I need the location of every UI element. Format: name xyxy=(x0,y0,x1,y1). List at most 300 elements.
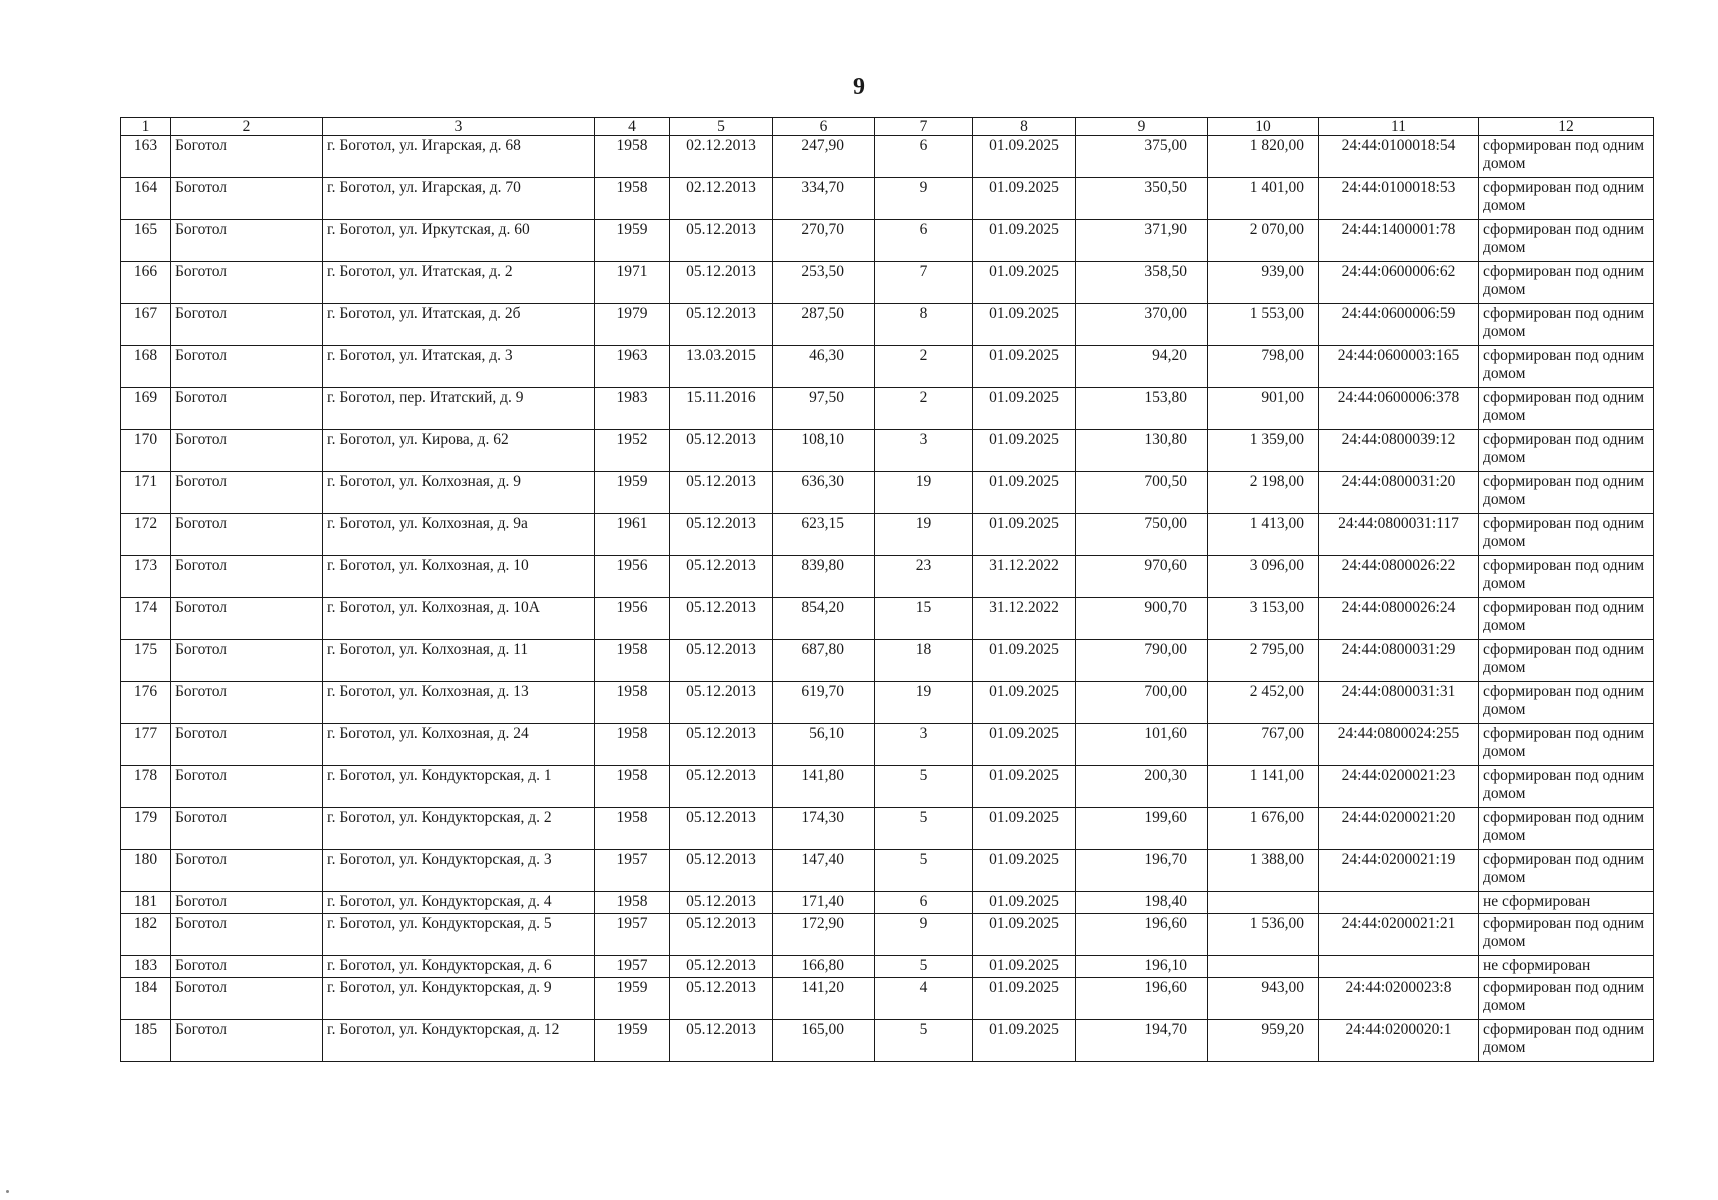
address-cell: г. Боготол, ул. Колхозная, д. 13 xyxy=(323,682,595,724)
land-area-cell: 1 676,00 xyxy=(1208,808,1319,850)
column-number-header: 3 xyxy=(323,118,595,136)
column-number-header: 8 xyxy=(973,118,1076,136)
date-cell: 13.03.2015 xyxy=(670,346,773,388)
land-area-cell: 1 359,00 xyxy=(1208,430,1319,472)
year-cell: 1957 xyxy=(595,956,670,978)
table-row xyxy=(121,724,1654,766)
deadline-cell: 01.09.2025 xyxy=(973,850,1076,892)
status-cell: сформирован под одним домом xyxy=(1479,598,1654,640)
deadline-cell: 01.09.2025 xyxy=(973,136,1076,178)
area-cell: 97,50 xyxy=(773,388,875,430)
deadline-cell: 01.09.2025 xyxy=(973,956,1076,978)
residents-cell: 6 xyxy=(875,892,973,914)
row-number-cell: 169 xyxy=(121,388,171,430)
cadastral-number-cell: 24:44:0200020:1 xyxy=(1319,1020,1479,1062)
residents-cell: 4 xyxy=(875,978,973,1020)
cadastral-number-cell: 24:44:0800031:29 xyxy=(1319,640,1479,682)
municipality-cell: Боготол xyxy=(171,430,323,472)
cadastral-number-cell: 24:44:0200021:23 xyxy=(1319,766,1479,808)
area-value-cell: 900,70 xyxy=(1076,598,1208,640)
table-row xyxy=(121,766,1654,808)
municipality-cell: Боготол xyxy=(171,978,323,1020)
row-number-cell: 180 xyxy=(121,850,171,892)
status-cell: не сформирован xyxy=(1479,892,1654,914)
area-value-cell: 750,00 xyxy=(1076,514,1208,556)
land-area-cell: 798,00 xyxy=(1208,346,1319,388)
date-cell: 02.12.2013 xyxy=(670,136,773,178)
year-cell: 1958 xyxy=(595,766,670,808)
date-cell: 05.12.2013 xyxy=(670,220,773,262)
cadastral-number-cell: 24:44:0800039:12 xyxy=(1319,430,1479,472)
address-cell: г. Боготол, ул. Колхозная, д. 9а xyxy=(323,514,595,556)
area-value-cell: 375,00 xyxy=(1076,136,1208,178)
cadastral-number-cell: 24:44:0600006:378 xyxy=(1319,388,1479,430)
year-cell: 1979 xyxy=(595,304,670,346)
area-value-cell: 700,50 xyxy=(1076,472,1208,514)
year-cell: 1971 xyxy=(595,262,670,304)
year-cell: 1956 xyxy=(595,598,670,640)
municipality-cell: Боготол xyxy=(171,220,323,262)
address-cell: г. Боготол, ул. Итатская, д. 3 xyxy=(323,346,595,388)
address-cell: г. Боготол, ул. Кондукторская, д. 2 xyxy=(323,808,595,850)
area-value-cell: 358,50 xyxy=(1076,262,1208,304)
cadastral-number-cell xyxy=(1319,892,1479,914)
area-value-cell: 196,10 xyxy=(1076,956,1208,978)
cadastral-number-cell: 24:44:0800031:31 xyxy=(1319,682,1479,724)
address-cell: г. Боготол, ул. Кондукторская, д. 4 xyxy=(323,892,595,914)
row-number-cell: 179 xyxy=(121,808,171,850)
cadastral-number-cell: 24:44:0800026:24 xyxy=(1319,598,1479,640)
address-cell: г. Боготол, ул. Кондукторская, д. 6 xyxy=(323,956,595,978)
row-number-cell: 176 xyxy=(121,682,171,724)
status-cell: сформирован под одним домом xyxy=(1479,914,1654,956)
municipality-cell: Боготол xyxy=(171,178,323,220)
table-row xyxy=(121,514,1654,556)
cadastral-number-cell: 24:44:0600006:62 xyxy=(1319,262,1479,304)
area-value-cell: 790,00 xyxy=(1076,640,1208,682)
row-number-cell: 168 xyxy=(121,346,171,388)
area-cell: 854,20 xyxy=(773,598,875,640)
deadline-cell: 01.09.2025 xyxy=(973,892,1076,914)
residents-cell: 3 xyxy=(875,724,973,766)
column-number-header: 4 xyxy=(595,118,670,136)
area-cell: 174,30 xyxy=(773,808,875,850)
table-row xyxy=(121,304,1654,346)
area-cell: 287,50 xyxy=(773,304,875,346)
residents-cell: 5 xyxy=(875,766,973,808)
table-row xyxy=(121,136,1654,178)
land-area-cell: 1 401,00 xyxy=(1208,178,1319,220)
land-area-cell: 1 553,00 xyxy=(1208,304,1319,346)
year-cell: 1959 xyxy=(595,472,670,514)
row-number-cell: 165 xyxy=(121,220,171,262)
residents-cell: 5 xyxy=(875,956,973,978)
scan-speck xyxy=(6,1190,9,1193)
date-cell: 05.12.2013 xyxy=(670,1020,773,1062)
deadline-cell: 01.09.2025 xyxy=(973,514,1076,556)
area-cell: 108,10 xyxy=(773,430,875,472)
row-number-cell: 185 xyxy=(121,1020,171,1062)
year-cell: 1983 xyxy=(595,388,670,430)
address-cell: г. Боготол, ул. Колхозная, д. 24 xyxy=(323,724,595,766)
table-row xyxy=(121,262,1654,304)
date-cell: 05.12.2013 xyxy=(670,808,773,850)
year-cell: 1963 xyxy=(595,346,670,388)
land-area-cell: 1 536,00 xyxy=(1208,914,1319,956)
municipality-cell: Боготол xyxy=(171,556,323,598)
deadline-cell: 01.09.2025 xyxy=(973,724,1076,766)
land-area-cell: 2 795,00 xyxy=(1208,640,1319,682)
date-cell: 02.12.2013 xyxy=(670,178,773,220)
row-number-cell: 163 xyxy=(121,136,171,178)
status-cell: сформирован под одним домом xyxy=(1479,808,1654,850)
area-value-cell: 370,00 xyxy=(1076,304,1208,346)
municipality-cell: Боготол xyxy=(171,914,323,956)
area-value-cell: 196,60 xyxy=(1076,914,1208,956)
municipality-cell: Боготол xyxy=(171,346,323,388)
row-number-cell: 166 xyxy=(121,262,171,304)
year-cell: 1957 xyxy=(595,850,670,892)
year-cell: 1958 xyxy=(595,640,670,682)
date-cell: 05.12.2013 xyxy=(670,514,773,556)
date-cell: 05.12.2013 xyxy=(670,892,773,914)
date-cell: 05.12.2013 xyxy=(670,430,773,472)
deadline-cell: 01.09.2025 xyxy=(973,682,1076,724)
area-value-cell: 198,40 xyxy=(1076,892,1208,914)
cadastral-number-cell: 24:44:0100018:53 xyxy=(1319,178,1479,220)
date-cell: 05.12.2013 xyxy=(670,850,773,892)
address-cell: г. Боготол, ул. Итатская, д. 2б xyxy=(323,304,595,346)
residents-cell: 23 xyxy=(875,556,973,598)
column-number-header: 10 xyxy=(1208,118,1319,136)
land-area-cell: 1 413,00 xyxy=(1208,514,1319,556)
area-cell: 165,00 xyxy=(773,1020,875,1062)
table-row xyxy=(121,808,1654,850)
area-cell: 270,70 xyxy=(773,220,875,262)
land-area-cell: 3 153,00 xyxy=(1208,598,1319,640)
address-cell: г. Боготол, ул. Кондукторская, д. 12 xyxy=(323,1020,595,1062)
area-value-cell: 700,00 xyxy=(1076,682,1208,724)
residents-cell: 19 xyxy=(875,514,973,556)
address-cell: г. Боготол, пер. Итатский, д. 9 xyxy=(323,388,595,430)
address-cell: г. Боготол, ул. Кирова, д. 62 xyxy=(323,430,595,472)
status-cell: сформирован под одним домом xyxy=(1479,346,1654,388)
date-cell: 05.12.2013 xyxy=(670,304,773,346)
area-cell: 839,80 xyxy=(773,556,875,598)
municipality-cell: Боготол xyxy=(171,304,323,346)
date-cell: 05.12.2013 xyxy=(670,682,773,724)
table-row xyxy=(121,1020,1654,1062)
area-cell: 46,30 xyxy=(773,346,875,388)
residents-cell: 5 xyxy=(875,850,973,892)
municipality-cell: Боготол xyxy=(171,640,323,682)
land-area-cell: 901,00 xyxy=(1208,388,1319,430)
land-area-cell: 959,20 xyxy=(1208,1020,1319,1062)
deadline-cell: 31.12.2022 xyxy=(973,556,1076,598)
table-row xyxy=(121,178,1654,220)
status-cell: сформирован под одним домом xyxy=(1479,262,1654,304)
residents-cell: 6 xyxy=(875,136,973,178)
row-number-cell: 175 xyxy=(121,640,171,682)
land-area-cell: 767,00 xyxy=(1208,724,1319,766)
row-number-cell: 181 xyxy=(121,892,171,914)
deadline-cell: 01.09.2025 xyxy=(973,178,1076,220)
address-cell: г. Боготол, ул. Колхозная, д. 10А xyxy=(323,598,595,640)
year-cell: 1959 xyxy=(595,1020,670,1062)
municipality-cell: Боготол xyxy=(171,472,323,514)
municipality-cell: Боготол xyxy=(171,514,323,556)
cadastral-number-cell: 24:44:0200023:8 xyxy=(1319,978,1479,1020)
area-value-cell: 350,50 xyxy=(1076,178,1208,220)
date-cell: 05.12.2013 xyxy=(670,978,773,1020)
table-row xyxy=(121,978,1654,1020)
table-row xyxy=(121,220,1654,262)
cadastral-number-cell: 24:44:0200021:19 xyxy=(1319,850,1479,892)
date-cell: 05.12.2013 xyxy=(670,724,773,766)
date-cell: 05.12.2013 xyxy=(670,956,773,978)
deadline-cell: 01.09.2025 xyxy=(973,472,1076,514)
year-cell: 1958 xyxy=(595,724,670,766)
area-value-cell: 194,70 xyxy=(1076,1020,1208,1062)
status-cell: сформирован под одним домом xyxy=(1479,682,1654,724)
deadline-cell: 01.09.2025 xyxy=(973,220,1076,262)
land-area-cell: 1 820,00 xyxy=(1208,136,1319,178)
area-cell: 147,40 xyxy=(773,850,875,892)
municipality-cell: Боготол xyxy=(171,262,323,304)
date-cell: 05.12.2013 xyxy=(670,262,773,304)
cadastral-number-cell: 24:44:0100018:54 xyxy=(1319,136,1479,178)
area-cell: 141,80 xyxy=(773,766,875,808)
deadline-cell: 01.09.2025 xyxy=(973,1020,1076,1062)
address-cell: г. Боготол, ул. Кондукторская, д. 3 xyxy=(323,850,595,892)
column-number-header: 7 xyxy=(875,118,973,136)
area-cell: 687,80 xyxy=(773,640,875,682)
column-number-header: 1 xyxy=(121,118,171,136)
column-number-header: 6 xyxy=(773,118,875,136)
row-number-cell: 170 xyxy=(121,430,171,472)
status-cell: сформирован под одним домом xyxy=(1479,430,1654,472)
deadline-cell: 01.09.2025 xyxy=(973,388,1076,430)
address-cell: г. Боготол, ул. Иркутская, д. 60 xyxy=(323,220,595,262)
status-cell: сформирован под одним домом xyxy=(1479,766,1654,808)
column-number-header: 9 xyxy=(1076,118,1208,136)
cadastral-number-cell: 24:44:0800031:20 xyxy=(1319,472,1479,514)
area-value-cell: 153,80 xyxy=(1076,388,1208,430)
year-cell: 1957 xyxy=(595,914,670,956)
column-number-header: 2 xyxy=(171,118,323,136)
address-cell: г. Боготол, ул. Колхозная, д. 9 xyxy=(323,472,595,514)
deadline-cell: 31.12.2022 xyxy=(973,598,1076,640)
date-cell: 05.12.2013 xyxy=(670,640,773,682)
cadastral-number-cell: 24:44:0600003:165 xyxy=(1319,346,1479,388)
row-number-cell: 182 xyxy=(121,914,171,956)
table-row xyxy=(121,556,1654,598)
row-number-cell: 167 xyxy=(121,304,171,346)
municipality-cell: Боготол xyxy=(171,682,323,724)
area-cell: 171,40 xyxy=(773,892,875,914)
year-cell: 1952 xyxy=(595,430,670,472)
area-value-cell: 130,80 xyxy=(1076,430,1208,472)
year-cell: 1958 xyxy=(595,808,670,850)
address-cell: г. Боготол, ул. Колхозная, д. 10 xyxy=(323,556,595,598)
registry-table xyxy=(120,117,1654,1062)
area-cell: 56,10 xyxy=(773,724,875,766)
deadline-cell: 01.09.2025 xyxy=(973,914,1076,956)
table-row xyxy=(121,914,1654,956)
land-area-cell: 1 141,00 xyxy=(1208,766,1319,808)
row-number-cell: 164 xyxy=(121,178,171,220)
residents-cell: 9 xyxy=(875,914,973,956)
municipality-cell: Боготол xyxy=(171,1020,323,1062)
land-area-cell: 3 096,00 xyxy=(1208,556,1319,598)
land-area-cell: 2 198,00 xyxy=(1208,472,1319,514)
land-area-cell: 1 388,00 xyxy=(1208,850,1319,892)
table-row xyxy=(121,472,1654,514)
cadastral-number-cell: 24:44:0600006:59 xyxy=(1319,304,1479,346)
deadline-cell: 01.09.2025 xyxy=(973,808,1076,850)
year-cell: 1961 xyxy=(595,514,670,556)
status-cell: сформирован под одним домом xyxy=(1479,1020,1654,1062)
residents-cell: 19 xyxy=(875,472,973,514)
land-area-cell xyxy=(1208,956,1319,978)
area-value-cell: 970,60 xyxy=(1076,556,1208,598)
status-cell: сформирован под одним домом xyxy=(1479,304,1654,346)
land-area-cell: 2 070,00 xyxy=(1208,220,1319,262)
status-cell: сформирован под одним домом xyxy=(1479,136,1654,178)
table-body xyxy=(121,136,1654,1062)
date-cell: 05.12.2013 xyxy=(670,766,773,808)
row-number-cell: 174 xyxy=(121,598,171,640)
area-cell: 619,70 xyxy=(773,682,875,724)
row-number-cell: 171 xyxy=(121,472,171,514)
residents-cell: 9 xyxy=(875,178,973,220)
row-number-cell: 183 xyxy=(121,956,171,978)
residents-cell: 19 xyxy=(875,682,973,724)
municipality-cell: Боготол xyxy=(171,388,323,430)
date-cell: 05.12.2013 xyxy=(670,556,773,598)
table-row xyxy=(121,682,1654,724)
deadline-cell: 01.09.2025 xyxy=(973,430,1076,472)
date-cell: 05.12.2013 xyxy=(670,472,773,514)
area-value-cell: 199,60 xyxy=(1076,808,1208,850)
table-row xyxy=(121,640,1654,682)
page-number: 9 xyxy=(853,74,865,100)
area-cell: 334,70 xyxy=(773,178,875,220)
land-area-cell: 939,00 xyxy=(1208,262,1319,304)
column-number-header: 5 xyxy=(670,118,773,136)
table-row xyxy=(121,598,1654,640)
residents-cell: 7 xyxy=(875,262,973,304)
row-number-cell: 178 xyxy=(121,766,171,808)
land-area-cell: 2 452,00 xyxy=(1208,682,1319,724)
table-row xyxy=(121,430,1654,472)
table-row xyxy=(121,850,1654,892)
status-cell: сформирован под одним домом xyxy=(1479,556,1654,598)
row-number-cell: 184 xyxy=(121,978,171,1020)
row-number-cell: 177 xyxy=(121,724,171,766)
column-number-header: 11 xyxy=(1319,118,1479,136)
cadastral-number-cell: 24:44:0800026:22 xyxy=(1319,556,1479,598)
status-cell: сформирован под одним домом xyxy=(1479,978,1654,1020)
status-cell: сформирован под одним домом xyxy=(1479,220,1654,262)
cadastral-number-cell: 24:44:1400001:78 xyxy=(1319,220,1479,262)
area-cell: 636,30 xyxy=(773,472,875,514)
residents-cell: 8 xyxy=(875,304,973,346)
status-cell: не сформирован xyxy=(1479,956,1654,978)
year-cell: 1959 xyxy=(595,978,670,1020)
deadline-cell: 01.09.2025 xyxy=(973,304,1076,346)
year-cell: 1956 xyxy=(595,556,670,598)
municipality-cell: Боготол xyxy=(171,766,323,808)
municipality-cell: Боготол xyxy=(171,808,323,850)
area-cell: 247,90 xyxy=(773,136,875,178)
cadastral-number-cell xyxy=(1319,956,1479,978)
deadline-cell: 01.09.2025 xyxy=(973,262,1076,304)
status-cell: сформирован под одним домом xyxy=(1479,388,1654,430)
year-cell: 1958 xyxy=(595,178,670,220)
area-value-cell: 196,70 xyxy=(1076,850,1208,892)
row-number-cell: 173 xyxy=(121,556,171,598)
residents-cell: 5 xyxy=(875,808,973,850)
land-area-cell xyxy=(1208,892,1319,914)
area-value-cell: 94,20 xyxy=(1076,346,1208,388)
date-cell: 05.12.2013 xyxy=(670,914,773,956)
year-cell: 1959 xyxy=(595,220,670,262)
municipality-cell: Боготол xyxy=(171,892,323,914)
deadline-cell: 01.09.2025 xyxy=(973,640,1076,682)
address-cell: г. Боготол, ул. Итатская, д. 2 xyxy=(323,262,595,304)
status-cell: сформирован под одним домом xyxy=(1479,472,1654,514)
address-cell: г. Боготол, ул. Колхозная, д. 11 xyxy=(323,640,595,682)
address-cell: г. Боготол, ул. Игарская, д. 68 xyxy=(323,136,595,178)
area-value-cell: 101,60 xyxy=(1076,724,1208,766)
cadastral-number-cell: 24:44:0200021:20 xyxy=(1319,808,1479,850)
area-cell: 172,90 xyxy=(773,914,875,956)
cadastral-number-cell: 24:44:0800031:117 xyxy=(1319,514,1479,556)
date-cell: 15.11.2016 xyxy=(670,388,773,430)
area-value-cell: 200,30 xyxy=(1076,766,1208,808)
cadastral-number-cell: 24:44:0200021:21 xyxy=(1319,914,1479,956)
municipality-cell: Боготол xyxy=(171,850,323,892)
area-cell: 166,80 xyxy=(773,956,875,978)
residents-cell: 18 xyxy=(875,640,973,682)
area-value-cell: 371,90 xyxy=(1076,220,1208,262)
status-cell: сформирован под одним домом xyxy=(1479,640,1654,682)
row-number-cell: 172 xyxy=(121,514,171,556)
area-cell: 623,15 xyxy=(773,514,875,556)
area-cell: 253,50 xyxy=(773,262,875,304)
residents-cell: 15 xyxy=(875,598,973,640)
deadline-cell: 01.09.2025 xyxy=(973,766,1076,808)
deadline-cell: 01.09.2025 xyxy=(973,978,1076,1020)
area-value-cell: 196,60 xyxy=(1076,978,1208,1020)
year-cell: 1958 xyxy=(595,136,670,178)
area-cell: 141,20 xyxy=(773,978,875,1020)
table-row xyxy=(121,388,1654,430)
status-cell: сформирован под одним домом xyxy=(1479,178,1654,220)
residents-cell: 5 xyxy=(875,1020,973,1062)
table-row xyxy=(121,892,1654,914)
residents-cell: 2 xyxy=(875,388,973,430)
residents-cell: 6 xyxy=(875,220,973,262)
municipality-cell: Боготол xyxy=(171,956,323,978)
residents-cell: 3 xyxy=(875,430,973,472)
cadastral-number-cell: 24:44:0800024:255 xyxy=(1319,724,1479,766)
deadline-cell: 01.09.2025 xyxy=(973,346,1076,388)
municipality-cell: Боготол xyxy=(171,598,323,640)
municipality-cell: Боготол xyxy=(171,136,323,178)
table-row xyxy=(121,956,1654,978)
